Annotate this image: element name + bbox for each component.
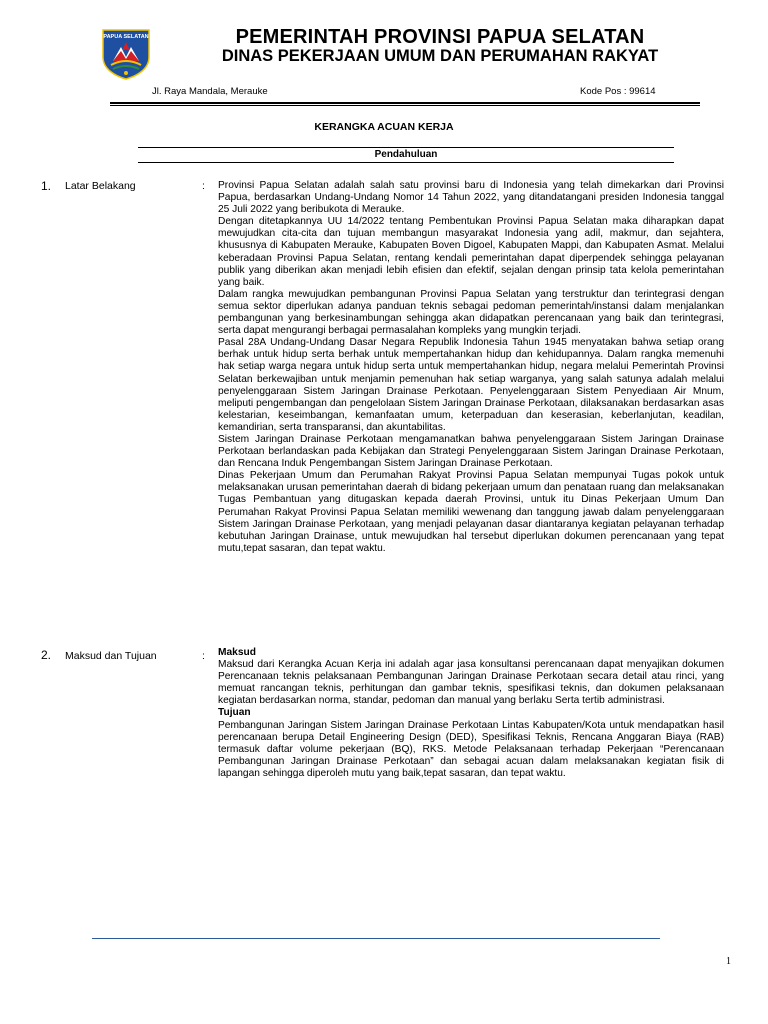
- section-rule-bottom: [138, 162, 674, 163]
- logo-text: PAPUA SELATAN: [103, 34, 149, 40]
- header-subtitle: DINAS PEKERJAAN UMUM DAN PERUMAHAN RAKYAT: [221, 47, 659, 65]
- tujuan-heading: Tujuan: [218, 707, 251, 719]
- header-divider-thick: [110, 102, 700, 104]
- section-title: Pendahuluan: [374, 149, 438, 160]
- header-address: Jl. Raya Mandala, Merauke: [152, 86, 268, 97]
- page-number: 1: [726, 956, 731, 967]
- tujuan-paragraph: Pembangunan Jaringan Sistem Jaringan Drainase Perkotaan Lintas Kabupaten/Kota untuk mendapatkan hasil perencanaan berupa Detail Engineering Design (DED), Spesifikasi Teknis, Rencana Anggaran Biaya (RAB) termasuk daftar volume pekerjaan (BQ), RKS. Metode Pelaksanaan terhadap Pekerjaan “Perencanaan Pembangunan Jaringan Drainase Perkotaan” dan sebagai acuan dalam melaksanakan kegiatan fisik di lapangan sehingga diperoleh mutu yang baik,tepat sasaran, dan tepat waktu.: [218, 719, 724, 779]
- paragraph: Sistem Jaringan Drainase Perkotaan mengamanatkan bahwa penyelenggaraan Sistem Jaringan Drainase Perkotaan berlandaskan pada Kebijakan dan Strategi Penyelenggaraan Sistem Jaringan Drainase Perkotaan, dan Rencana Induk Pengembangan Sistem Jaringan Drainase Perkotaan.: [218, 433, 724, 470]
- paragraph: Dinas Pekerjaan Umum dan Perumahan Rakyat Provinsi Papua Selatan mempunyai Tugas pokok untuk melaksanakan urusan pemerintahan daerah di bidang pekerjaan umum dan penataan ruang dan melaksanakan Tugas Pembantuan yang ditugaskan kepada daerah Provinsi, untuk itu Dinas Pekerjaan Umum Dan Perumahan Rakyat Provinsi Papua Selatan memiliki wewenang dan tanggung jawab dalam penyelenggaraan Sistem Jaringan Drainase Perkotaan, yang menjadi pelayanan dasar diantaranya kegiatan pelayanan terhadap kebutuhan Jaringan Drainase, untuk mewujudkan hal tersebut diperlukan dokumen perencanaan yang tepat mutu,tepat sasaran, dan tepat waktu.: [218, 470, 724, 554]
- item-colon: :: [202, 650, 205, 662]
- item-label-latar-belakang: Latar Belakang: [65, 180, 136, 192]
- document-title: KERANGKA ACUAN KERJA: [314, 121, 454, 133]
- paragraph: Dalam rangka mewujudkan pembangunan Provinsi Papua Selatan yang terstruktur dan terintegrasi dengan semua sektor diperlukan adanya panduan teknis sebagai pedoman pemerintah/instansi dalam menjalankan pembangunan yang berkesinambungan sehingga akan didapatkan perencanaan yang baik dan terintegrasi, serta dapat mengurangi berbagai permasalahan kompleks yang mungkin terjadi.: [218, 288, 724, 337]
- item-label-maksud-dan-tujuan: Maksud dan Tujuan: [65, 650, 157, 662]
- item-number: 2.: [41, 648, 52, 662]
- paragraph: Dengan ditetapkannya UU 14/2022 tentang Pembentukan Provinsi Papua Selatan maka diharapkan dapat mewujudkan cita-cita dan tujuan membangun masyarakat Indonesia yang adil, makmur, dan sejahtera, khususnya di Kabupaten Merauke, Kabupaten Boven Digoel, Kabupaten Mappi, dan Kabupaten Asmat. Melalui keberadaan Provinsi Papua Selatan, rentang kendali pemerintahan dapat diperpendek sehingga pelayanan publik yang diberikan akan menjadi lebih efisien dan efektif, sejalan dengan prinsip tata kelola pemerintahan yang baik.: [218, 216, 724, 288]
- footer-divider: [92, 938, 660, 939]
- header-divider-thin: [110, 105, 700, 106]
- header-title: PEMERINTAH PROVINSI PAPUA SELATAN: [235, 26, 645, 48]
- item-colon: :: [202, 180, 205, 192]
- paragraph: Provinsi Papua Selatan adalah salah satu provinsi baru di Indonesia yang telah dimekarkan dari Provinsi Papua, berdasarkan Undang-Undang Nomor 14 Tahun 2022, yang ditandatangani presiden Indonesia tanggal 25 Juli 2022 yang beribukota di Merauke.: [218, 180, 724, 216]
- header-postal-code: Kode Pos : 99614: [580, 86, 656, 97]
- section-rule-top: [138, 147, 674, 148]
- paragraph: Pasal 28A Undang-Undang Dasar Negara Republik Indonesia Tahun 1945 menyatakan bahwa setiap orang berhak untuk hidup serta berhak untuk mempertahankan hidup dan kehidupannya. Dalam rangka memenuhi hak setiap warga negara untuk hidup serta untuk mempertahankan hidup, negara melalui Pemerintah Provinsi Selatan berkewajiban untuk menjamin pemenuhan hak setiap warganya, yang salah satunya adalah melalui penyelenggaraan Sistem Jaringan Drainase Perkotaan. Penyelenggaraan Sistem Penyediaan Air Mnum, meliputi pengembangan dan pengelolaan Sistem Jaringan Drainase Perkotaan, dilaksanakan berdasarkan asas kelestarian, keseimbangan, kemanfaatan umum, keterpaduan dan keserasian, keberlanjutan, keadilan, kemandirian, serta transparansi, dan akuntabilitas.: [218, 337, 724, 433]
- item-number: 1.: [41, 179, 52, 193]
- latar-belakang-body: [218, 180, 724, 555]
- papua-selatan-emblem-icon: [99, 27, 153, 81]
- maksud-paragraph: Maksud dari Kerangka Acuan Kerja ini adalah agar jasa konsultansi perencanaan dapat menyajikan dokumen Perencanaan teknis pelaksanaan Pembangunan Jaringan Drainase Perkotaan secara detail atau rinci, yang memuat rancangan teknis, perhitungan dan gambar teknis, spesifikasi teknis, dan dokumen pelaksanaan kegiatan berdasarkan norma, standar, pedoman dan manual yang berlaku Serta tertib administrasi.: [218, 659, 724, 707]
- maksud-tujuan-body: [218, 647, 724, 780]
- maksud-heading: Maksud: [218, 647, 256, 658]
